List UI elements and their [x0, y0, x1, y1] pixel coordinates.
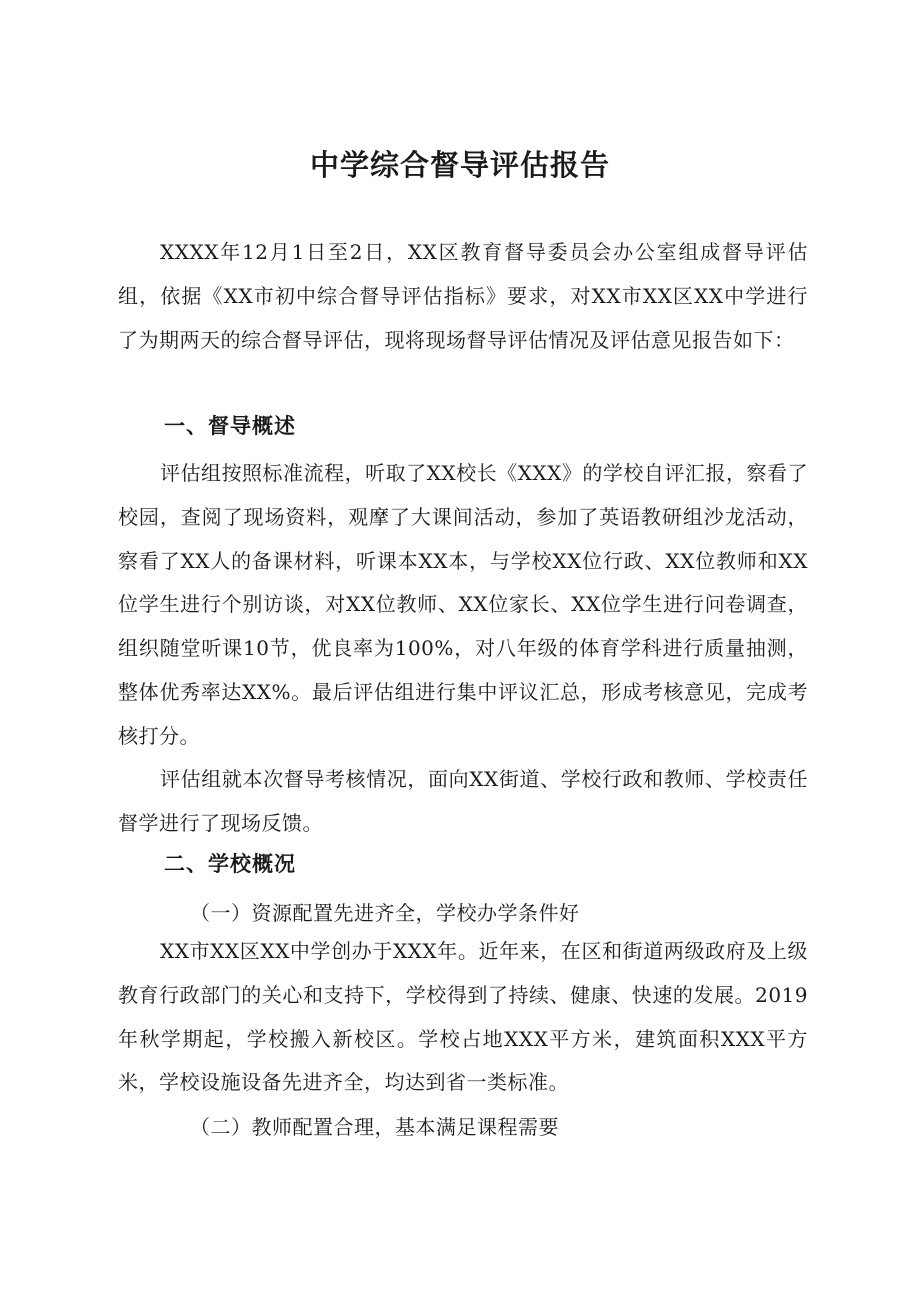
school-profile-paragraph: XX市XX区XX中学创办于XXX年。近年来，在区和街道两级政府及上级教育行政部门的关心和支持下，学校得到了持续、健康、快速的发展。2019年秋学期起，学校搬入新校区。学校占地XXX平方米，建筑面积XXX平方米，学校设施设备先进齐全，均达到省一类标准。 [118, 939, 808, 1095]
subsection-heading-teachers: （二）教师配置合理，基本满足课程需要 [190, 1115, 559, 1139]
overview-paragraph-2: 评估组就本次督导考核情况，面向XX街道、学校行政和教师、学校责任督学进行了现场反馈。 [118, 767, 808, 835]
section-heading-overview: 一、督导概述 [164, 414, 296, 438]
overview-paragraph-1: 评估组按照标准流程，听取了XX校长《XXX》的学校自评汇报，察看了校园，查阅了现场资料，观摩了大课间活动，参加了英语教研组沙龙活动，察看了XX人的备课材料，听课本XX本，与学校XX位行政、XX位教师和XX位学生进行个别访谈，对XX位教师、XX位家长、XX位学生进行问卷调查，组织随堂听课10节，优良率为100%，对八年级的体育学科进行质量抽测，整体优秀率达XX%。最后评估组进行集中评议汇总，形成考核意见，完成考核打分。 [118, 461, 808, 748]
section-heading-school-profile: 二、学校概况 [164, 852, 296, 876]
document-title: 中学综合督导评估报告 [309, 148, 610, 182]
subsection-heading-resources: （一）资源配置先进齐全，学校办学条件好 [190, 901, 580, 925]
intro-paragraph: XXXX年12月1日至2日，XX区教育督导委员会办公室组成督导评估组，依据《XX市初中综合督导评估指标》要求，对XX市XX区XX中学进行了为期两天的综合督导评估，现将现场督导评估情况及评估意见报告如下： [118, 240, 808, 352]
